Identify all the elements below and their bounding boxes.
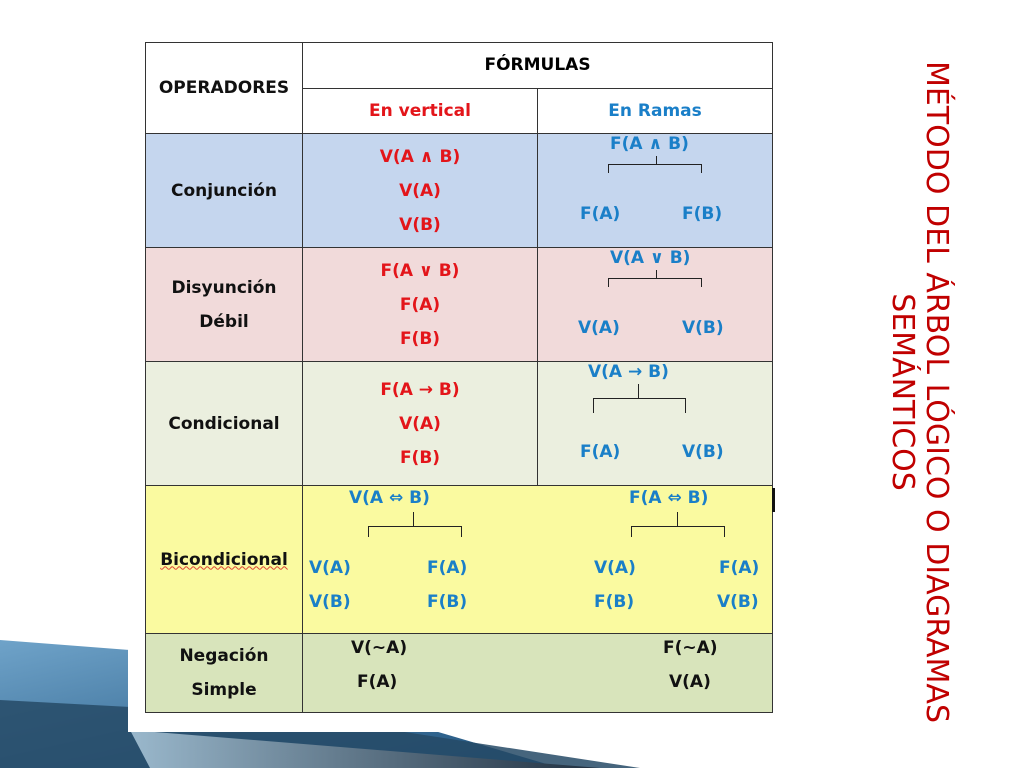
tree-right: V(B): [682, 442, 724, 462]
tree2-branch: [631, 526, 725, 537]
formula: V(A): [399, 413, 441, 434]
label-line: Débil: [199, 311, 249, 332]
disyuncion-ramas: [538, 248, 773, 362]
row-condicional: [146, 362, 773, 486]
tree-root: V(A ∨ B): [610, 248, 691, 268]
slide-title: [866, 52, 972, 732]
formula: V(A): [399, 180, 441, 201]
tree1-left-1: V(A): [309, 558, 351, 578]
label-bicondicional: [146, 486, 303, 634]
tree2-right-1: F(A): [719, 558, 760, 578]
row-conjuncion: [146, 134, 773, 248]
tree-left: F(A): [580, 442, 621, 462]
tree2-right-2: V(B): [717, 592, 759, 612]
label-line: Negación: [179, 646, 269, 666]
neg-col1-2: F(A): [357, 672, 398, 692]
label-disyuncion: [146, 248, 303, 362]
neg-col1-1: V(~A): [351, 638, 408, 658]
operators-table: [145, 42, 773, 713]
formula: V(A ∧ B): [379, 146, 461, 167]
tree2-left-2: F(B): [594, 592, 635, 612]
tree-right: V(B): [682, 318, 724, 338]
formula: V(B): [399, 214, 441, 235]
formula: F(A): [399, 294, 441, 315]
slide-title-text: MÉTODO DEL ÁRBOL LÓGICO O DIAGRAMAS SEMÁNTICOS: [885, 60, 954, 723]
disyuncion-vertical: [303, 248, 538, 362]
label-line: Disyunción: [171, 277, 277, 298]
condicional-vertical: [303, 362, 538, 486]
tree1-branch: [368, 526, 462, 537]
tree-branch: [608, 278, 702, 287]
neg-col2-2: V(A): [669, 672, 711, 692]
label-text: Bicondicional: [160, 549, 288, 570]
tree-stem: [638, 384, 639, 398]
tree-stem: [656, 156, 657, 164]
tree-branch: [608, 164, 702, 173]
tree1-stem: [413, 512, 414, 526]
tree1-left-2: V(B): [309, 592, 351, 612]
label-line: Simple: [191, 680, 257, 700]
tree-left: F(A): [580, 204, 621, 224]
tree-stem: [656, 270, 657, 278]
formula: F(A ∨ B): [380, 260, 460, 281]
row-bicondicional: [146, 486, 773, 634]
header-ramas: En Ramas: [538, 88, 773, 134]
condicional-ramas: [538, 362, 773, 486]
tree2-root: F(A ⇔ B): [629, 488, 709, 508]
label-condicional: Condicional: [146, 362, 303, 486]
header-vertical: En vertical: [303, 88, 538, 134]
row-negacion: [146, 634, 773, 713]
label-conjuncion: Conjunción: [146, 134, 303, 248]
tree-root: F(A ∧ B): [610, 134, 689, 154]
operators-table-panel: [128, 40, 784, 732]
formula: F(B): [399, 447, 441, 468]
tree2-left-1: V(A): [594, 558, 636, 578]
conjuncion-ramas: [538, 134, 773, 248]
tree1-right-1: F(A): [427, 558, 468, 578]
text-cursor: [772, 488, 775, 512]
tree-right: F(B): [682, 204, 723, 224]
tree-branch: [593, 398, 686, 413]
tree1-right-2: F(B): [427, 592, 468, 612]
formula: F(B): [399, 328, 441, 349]
header-formulas: FÓRMULAS: [303, 43, 773, 89]
formula: F(A → B): [380, 379, 460, 400]
neg-col2-1: F(~A): [663, 638, 718, 658]
label-negacion: [146, 634, 303, 713]
tree1-root: V(A ⇔ B): [349, 488, 430, 508]
header-operadores: OPERADORES: [146, 43, 303, 134]
conjuncion-vertical: [303, 134, 538, 248]
tree2-stem: [677, 512, 678, 526]
row-disyuncion: [146, 248, 773, 362]
bicondicional-ramas: [303, 486, 773, 634]
tree-root: V(A → B): [588, 362, 669, 382]
negacion-formulas: [303, 634, 773, 713]
tree-left: V(A): [578, 318, 620, 338]
